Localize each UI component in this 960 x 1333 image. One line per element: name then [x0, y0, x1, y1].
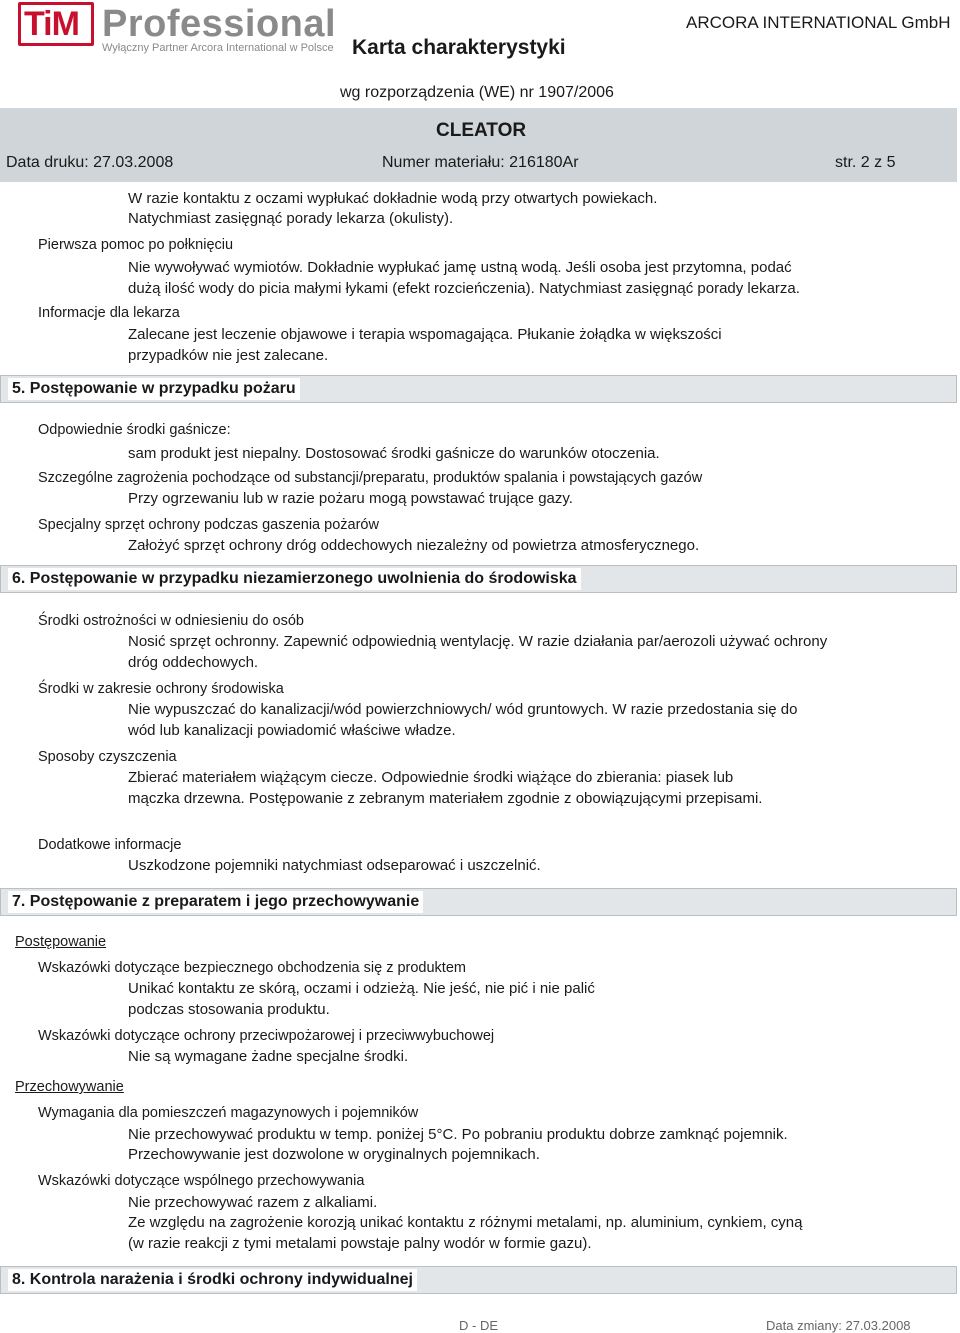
- joint-storage-label: Wskazówki dotyczące wspólnego przechowywania: [38, 1173, 365, 1189]
- company-logo: [18, 2, 337, 54]
- extinguishing-media-text: sam produkt jest niepalny. Dostosować środki gaśnicze do warunków otoczenia.: [128, 445, 660, 462]
- fire-protection-label: Wskazówki dotyczące ochrony przeciwpożarowej i przeciwwybuchowej: [38, 1028, 495, 1044]
- section8-title: 8. Kontrola narażenia i środki ochrony indywidualnej: [8, 1269, 417, 1291]
- logo-name: Professional: [102, 3, 337, 45]
- environmental-precautions-label: Środki w zakresie ochrony środowiska: [38, 681, 284, 697]
- extinguishing-media-label: Odpowiednie środki gaśnicze:: [38, 422, 231, 438]
- print-date: Data druku: 27.03.2008: [6, 154, 174, 171]
- footer-change-date: Data zmiany: 27.03.2008: [766, 1318, 911, 1333]
- storage-rooms-label: Wymagania dla pomieszczeń magazynowych i pojemników: [38, 1105, 419, 1121]
- personal-precautions-label: Środki ostrożności w odniesieniu do osób: [38, 613, 304, 629]
- logo-brand: TiM: [24, 5, 79, 43]
- safe-handling-text: Unikać kontaktu ze skórą, oczami i odzieżą. Nie jeść, nie pić i nie palić podczas stosowania produktu.: [128, 980, 595, 1018]
- section6-title: 6. Postępowanie w przypadku niezamierzonego uwolnienia do środowiska: [8, 568, 581, 590]
- doctor-text: Zalecane jest leczenie objawowe i terapia wspomagająca. Płukanie żołądka w większości przypadków nie jest zalecane.: [128, 326, 722, 364]
- storage-heading: Przechowywanie: [15, 1079, 124, 1095]
- doctor-label: Informacje dla lekarza: [38, 305, 180, 321]
- additional-info-label: Dodatkowe informacje: [38, 837, 182, 853]
- safe-handling-label: Wskazówki dotyczące bezpiecznego obchodzenia się z produktem: [38, 960, 466, 976]
- document-title: Karta charakterystyki: [352, 36, 566, 59]
- handling-heading: Postępowanie: [15, 934, 107, 950]
- footer-language: D - DE: [459, 1318, 498, 1333]
- joint-storage-text: Ze względu na zagrożenie korozją unikać kontaktu z różnymi metalami, np. aluminium, cynkiem, cyną (w razie reakcji z tymi metalami powstaje palny wodór w formie gazu).: [128, 1214, 803, 1252]
- swallow-label: Pierwsza pomoc po połknięciu: [38, 237, 234, 253]
- fire-protection-text: Nie są wymagane żadne specjalne środki.: [128, 1048, 409, 1065]
- cleanup-methods-label: Sposoby czyszczenia: [38, 749, 177, 765]
- protective-equipment-text: Założyć sprzęt ochrony dróg oddechowych niezależny od powietrza atmosferycznego.: [128, 537, 700, 554]
- product-name: CLEATOR: [436, 120, 527, 141]
- logo-tagline: Wyłączny Partner Arcora International w Polsce: [102, 42, 334, 54]
- section5-title: 5. Postępowanie w przypadku pożaru: [8, 378, 300, 400]
- swallow-text: Nie wywoływać wymiotów. Dokładnie wypłukać jamę ustną wodą. Jeśli osoba jest przytomna, podać dużą ilość wody do picia małymi łykami (efekt rozcieńczenia). Natychmiast zasięgnąć porady lekarza.: [128, 259, 800, 297]
- storage-rooms-line1: Nie przechowywać produktu w temp. poniżej 5°C. Po pobraniu produktu dobrze zamknąć pojemnik.: [128, 1126, 788, 1143]
- material-number: Numer materiału: 216180Ar: [382, 154, 579, 171]
- personal-precautions-text: Nosić sprzęt ochronny. Zapewnić odpowiednią wentylację. W razie działania par/aerozoli używać ochrony dróg oddechowych.: [128, 633, 828, 671]
- storage-rooms-line2: Przechowywanie jest dozwolone w oryginalnych pojemnikach.: [128, 1146, 540, 1163]
- special-hazards-text: Przy ogrzewaniu lub w razie pożaru mogą powstawać trujące gazy.: [128, 490, 573, 507]
- protective-equipment-label: Specjalny sprzęt ochrony podczas gaszenia pożarów: [38, 517, 379, 533]
- regulation-reference: wg rozporządzenia (WE) nr 1907/2006: [340, 84, 614, 101]
- cleanup-methods-text: Zbierać materiałem wiążącym ciecze. Odpowiednie środki wiążące do zbierania: piasek lub mączka drzewna. Postępowanie z zebranym materiałem zgodnie z obowiązującymi przepisami.: [128, 769, 763, 807]
- page-number: str. 2 z 5: [835, 154, 896, 171]
- eye-contact-line1: W razie kontaktu z oczami wypłukać dokładnie wodą przy otwartych powiekach.: [128, 190, 658, 207]
- joint-storage-line1: Nie przechowywać razem z alkaliami.: [128, 1194, 378, 1211]
- section7-title: 7. Postępowanie z preparatem i jego przechowywanie: [8, 891, 423, 913]
- environmental-precautions-text: Nie wypuszczać do kanalizacji/wód powierzchniowych/ wód gruntowych. W razie przedostania się do wód lub kanalizacji powiadomić właściwe władze.: [128, 701, 798, 739]
- additional-info-text: Uszkodzone pojemniki natychmiast odseparować i uszczelnić.: [128, 857, 541, 874]
- eye-contact-line2: Natychmiast zasięgnąć porady lekarza (okulisty).: [128, 210, 454, 227]
- special-hazards-label: Szczególne zagrożenia pochodzące od substancji/preparatu, produktów spalania i powstających gazów: [38, 470, 703, 486]
- company-name: ARCORA INTERNATIONAL GmbH: [686, 13, 951, 32]
